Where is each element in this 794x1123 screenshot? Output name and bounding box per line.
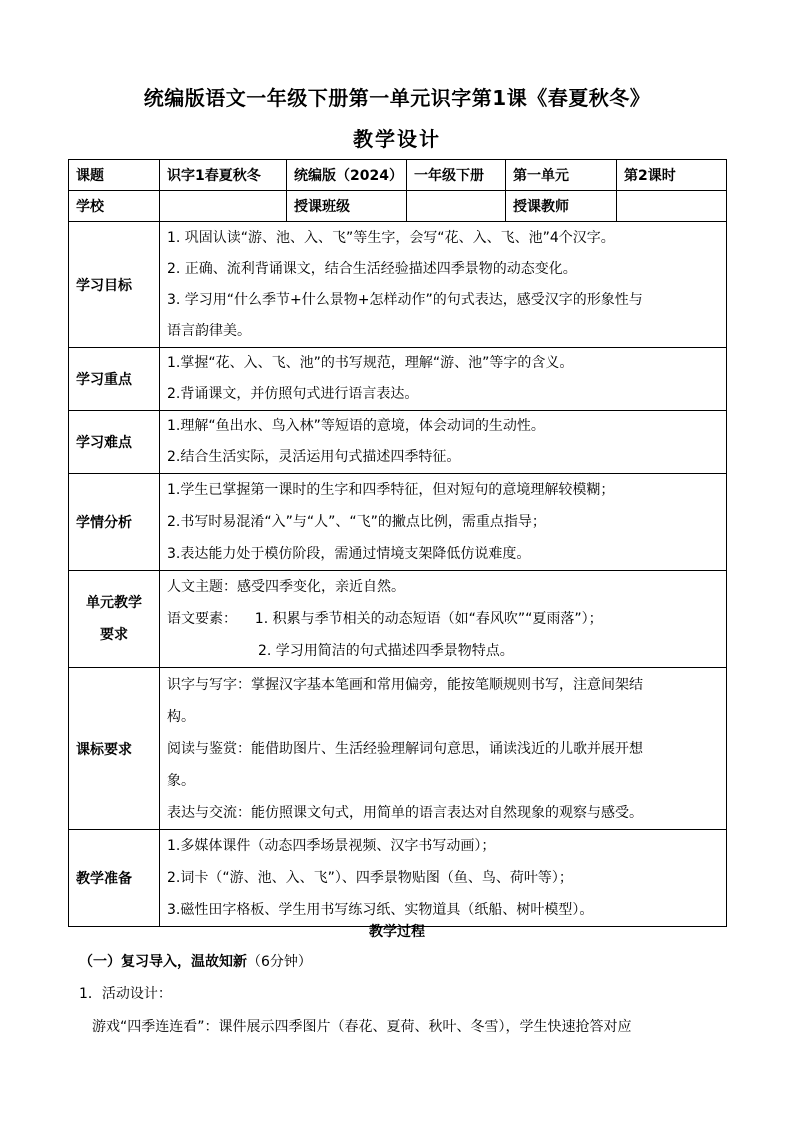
analysis-line: 3.表达能力处于模仿阶段，需通过情境支架降低仿说难度。 (167, 546, 531, 562)
table-row-analysis (69, 474, 727, 571)
preparation-line: 1.多媒体课件（动态四季场景视频、汉字书写动画）； (167, 838, 496, 854)
key-points-line: 2.背诵课文，并仿照句式进行语言表达。 (167, 386, 419, 402)
analysis-label: 学情分析 (69, 474, 160, 571)
grade-cell: 一年级下册 (407, 160, 506, 191)
standards-line: 构。 (167, 708, 195, 725)
standards-label: 课标要求 (69, 668, 160, 830)
difficulties-line: 1.理解“鱼出水、鸟入林”等短语的意境，体会动词的生动性。 (167, 418, 545, 434)
unit-label (69, 571, 160, 668)
lesson-plan-table (68, 159, 727, 927)
standards-content (160, 668, 727, 830)
teacher-label-cell: 授课教师 (506, 191, 617, 222)
table-row-unit (69, 571, 727, 668)
goals-line: 3. 学习用“什么季节+什么景物+怎样动作”的句式表达，感受汉字的形象性与 (167, 291, 643, 308)
class-label-cell: 授课班级 (287, 191, 407, 222)
preparation-label: 教学准备 (69, 830, 160, 927)
edition-cell: 统编版（2024） (287, 160, 407, 191)
preparation-content (160, 830, 727, 927)
table-row-difficulties (69, 411, 727, 474)
activity-text: 游戏“四季连连看”：课件展示四季图片（春花、夏荷、秋叶、冬雪），学生快速抢答对应 (92, 1019, 632, 1035)
difficulties-line: 2.结合生活实际，灵活运用句式描述四季特征。 (167, 449, 461, 465)
unit-line: 人文主题：感受四季变化，亲近自然。 (167, 579, 405, 595)
document-title: 统编版语文一年级下册第一单元识字第1课《春夏秋冬》 (143, 86, 651, 110)
table-row-goals (69, 222, 727, 348)
key-points-line: 1.掌握“花、入、飞、池”的书写规范，理解“游、池”等字的含义。 (167, 355, 574, 371)
table-row-standards (69, 668, 727, 830)
key-points-label: 学习重点 (69, 348, 160, 411)
school-label-cell: 学校 (69, 191, 160, 222)
unit-line: 2. 学习用简洁的句式描述四季景物特点。 (258, 643, 514, 659)
document-subtitle: 教学设计 (353, 127, 441, 151)
preparation-line: 2.词卡（“游、池、入、飞”）、四季景物贴图（鱼、鸟、荷叶等）； (167, 870, 573, 886)
analysis-content (160, 474, 727, 571)
key-points-content (160, 348, 727, 411)
standards-line: 象。 (167, 772, 195, 789)
standards-line: 识字与写字：掌握汉字基本笔画和常用偏旁，能按笔顺规则书写，注意间架结 (167, 676, 643, 693)
analysis-line: 2.书写时易混淆“入”与“人”、“飞”的撇点比例，需重点指导； (167, 514, 546, 530)
goals-line: 2. 正确、流利背诵课文，结合生活经验描述四季景物的动态变化。 (167, 260, 577, 277)
difficulties-content (160, 411, 727, 474)
section-heading (79, 951, 312, 971)
section-heading-text: （一）复习导入，温故知新 (79, 954, 247, 970)
school-value-cell[interactable] (160, 191, 287, 222)
class-value-cell[interactable] (407, 191, 506, 222)
unit-label-line: 单元教学 (86, 595, 142, 611)
goals-label: 学习目标 (69, 222, 160, 348)
period-cell: 第2课时 (617, 160, 727, 191)
unit-content (160, 571, 727, 668)
table-row-header (69, 160, 727, 191)
unit-label-line: 要求 (100, 627, 128, 643)
unit-line: 语文要素： 1. 积累与季节相关的动态短语（如“春风吹”“夏雨落”）； (167, 611, 603, 627)
standards-line: 阅读与鉴赏：能借助图片、生活经验理解词句意思，诵读浅近的儿歌并展开想 (167, 740, 643, 757)
section-heading-time: （6分钟） (247, 954, 312, 970)
difficulties-label: 学习难点 (69, 411, 160, 474)
goals-line: 1. 巩固认读“游、池、入、飞”等生字，会写“花、入、飞、池”4个汉字。 (167, 229, 615, 246)
preparation-line: 3.磁性田字格板、学生用书写练习纸、实物道具（纸船、树叶模型）。 (167, 902, 594, 918)
goals-content (160, 222, 727, 348)
process-title: 教学过程 (369, 924, 425, 940)
lesson-name-cell: 识字1春夏秋冬 (160, 160, 287, 191)
table-row-key-points (69, 348, 727, 411)
lesson-label-cell: 课题 (69, 160, 160, 191)
standards-line: 表达与交流：能仿照课文句式，用简单的语言表达对自然现象的观察与感受。 (167, 804, 643, 821)
analysis-line: 1.学生已掌握第一课时的生字和四季特征，但对短句的意境理解较模糊； (167, 482, 615, 498)
table-row-preparation (69, 830, 727, 927)
goals-line: 语言韵律美。 (167, 322, 251, 339)
activity-label: 1．活动设计： (79, 986, 172, 1002)
unit-cell: 第一单元 (506, 160, 617, 191)
teacher-value-cell[interactable] (617, 191, 727, 222)
table-row-school (69, 191, 727, 222)
